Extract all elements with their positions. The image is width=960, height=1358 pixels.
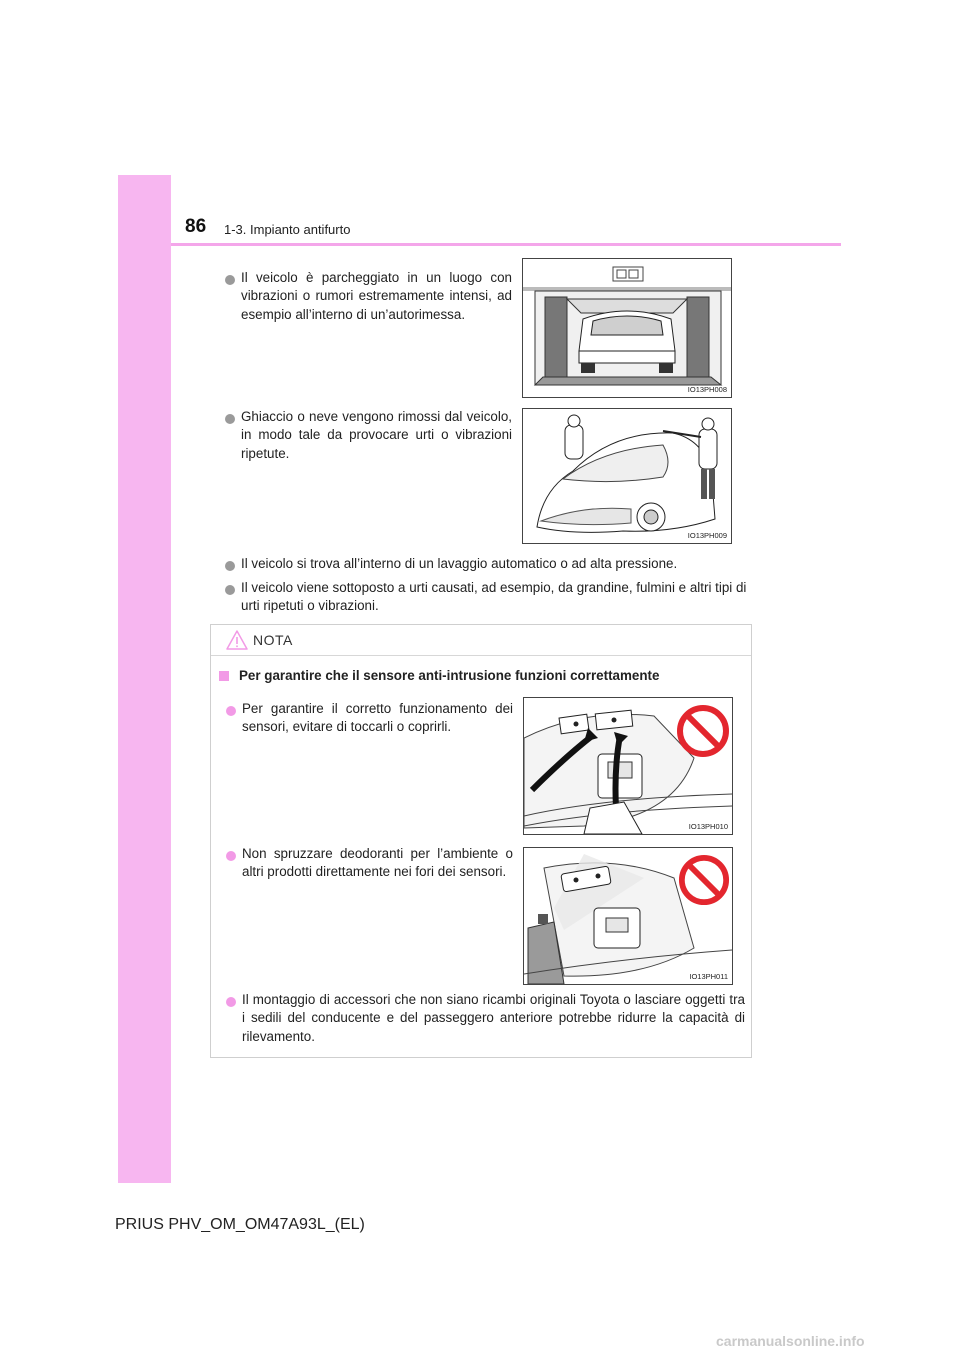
footer-website: carmanualsonline.info [716,1333,865,1349]
car-wash-illustration [523,259,731,397]
note-item-dont-touch: Per garantire il corretto funzionamento dei sensori, evitare di toccarli o coprirli. [242,701,513,735]
bullet-dot [225,275,235,285]
figure-snow-removal [522,408,732,544]
header-rule [171,243,841,246]
bullet-dot [226,997,236,1007]
note-label: NOTA [253,632,293,648]
note-item-accessories: Il montaggio di accessori che non siano ricambi originali Toyota o lasciare oggetti tra i sedili del conducente e del passeggero anteriore potrebbe ridurre la capacità di rilevamento. [242,992,745,1044]
bullet-car-wash: Il veicolo si trova all’interno di un lavaggio automatico o ad alta pressione. [241,556,678,571]
note-item-no-spray: Non spruzzare deodoranti per l’ambiente o altri prodotti direttamente nei fori dei sensori. [242,846,513,880]
section-title: 1-3. Impianto antifurto [224,222,351,237]
bullet-snow-removal: Ghiaccio o neve vengono rimossi dal veicolo, in modo tale da provocare urti o vibrazioni ripetute. [241,409,512,461]
side-tab-band [118,175,171,1183]
prohibition-icon [676,704,730,758]
warning-triangle-icon [226,630,248,650]
snow-removal-illustration [523,409,731,543]
bullet-parking-vibrations: Il veicolo è parcheggiato in un luogo con vibrazioni o rumori estremamente intensi, ad esempio all’interno di un’autorimessa. [241,270,512,322]
bullet-dot [225,585,235,595]
note-header [211,625,751,656]
figure-sensor-touch [523,697,733,835]
note-subtitle: Per garantire che il sensore anti-intrusione funzioni correttamente [239,668,660,683]
figure-code: IO13PH008 [687,385,727,394]
figure-code: IO13PH009 [687,531,727,540]
figure-car-wash [522,258,732,398]
note-box [210,624,752,1058]
section-square-icon [219,671,229,681]
bullet-dot [225,561,235,571]
bullet-dot [226,706,236,716]
figure-code: IO13PH011 [689,972,728,981]
bullet-dot [226,851,236,861]
prohibition-icon [678,854,730,906]
figure-code: IO13PH010 [688,822,728,831]
bullet-dot [225,414,235,424]
footer-document-code: PRIUS PHV_OM_OM47A93L_(EL) [115,1216,365,1233]
bullet-impacts: Il veicolo viene sottoposto a urti causati, ad esempio, da grandine, fulmini e altri tipi di urti ripetuti o vibrazioni. [241,580,747,614]
page-number: 86 [185,216,207,237]
figure-no-spray [523,847,733,985]
